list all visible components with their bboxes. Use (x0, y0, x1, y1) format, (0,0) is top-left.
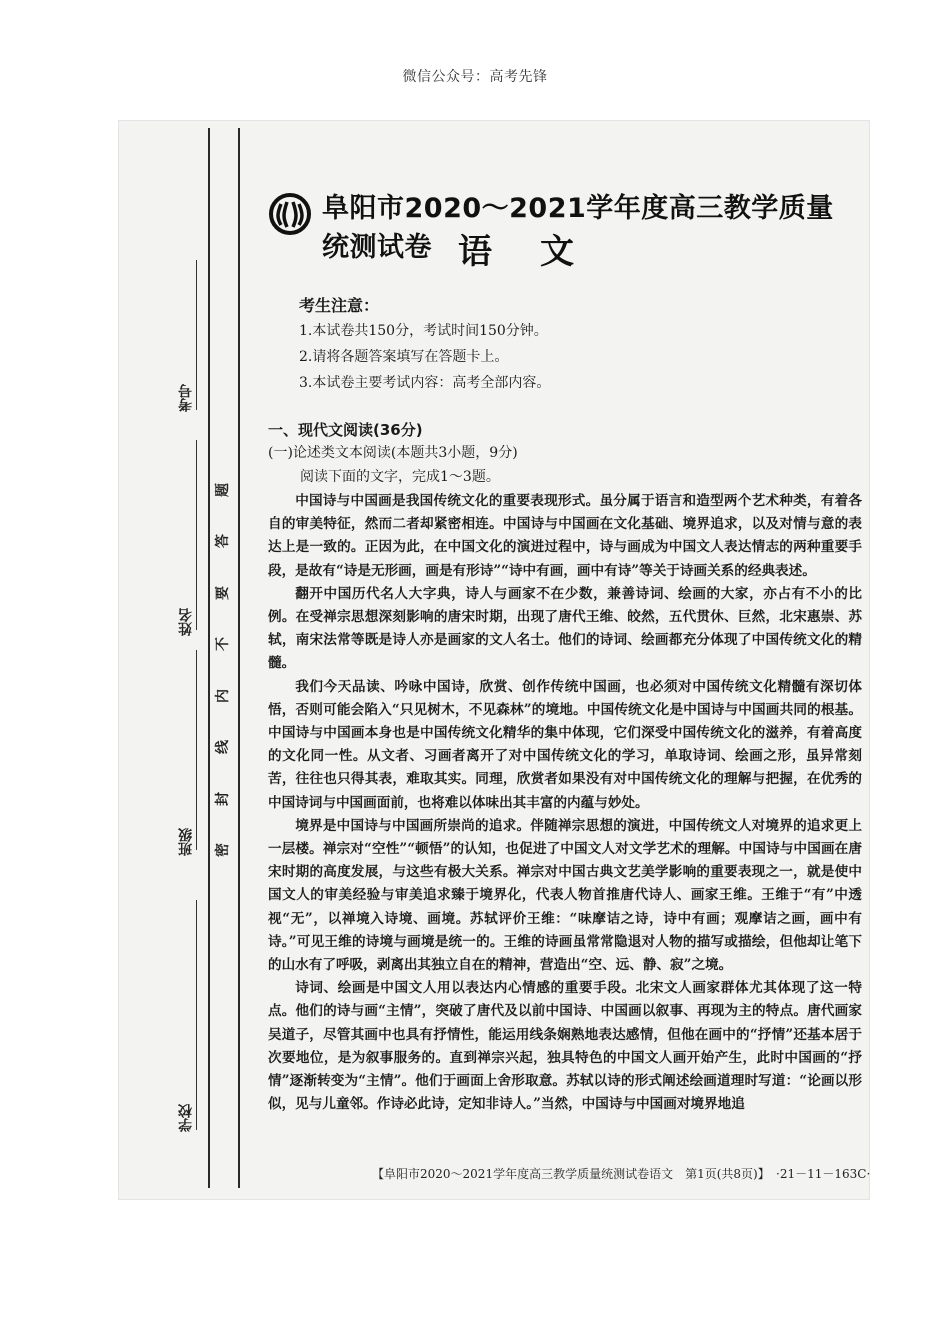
exam-title: 阜阳市2020～2021学年度高三教学质量统测试卷 (322, 193, 834, 263)
section-heading: 一、现代文阅读(36分) (268, 421, 423, 439)
notice-item: 3.本试卷主要考试内容：高考全部内容。 (299, 375, 551, 391)
seal-char: 内 (215, 688, 231, 703)
name-label: 姓名 (178, 608, 194, 636)
exam-number-line (196, 260, 197, 410)
class-label: 班级 (178, 828, 194, 856)
notice-list (299, 318, 550, 396)
paragraph: 境界是中国诗与中国画所崇尚的追求。伴随禅宗思想的演进，中国传统文人对境界的追求更上一层楼。禅宗对“空性”“顿悟”的认知，也促进了中国文人对文学艺术的理解。中国诗与中国画在唐宋时期的高度发展，与这些有极大关系。禅宗对中国古典文艺美学影响的重要表现之一，就是使中国文人的审美经验与审美追求臻于境界化，代表人物首推唐代诗人、画家王维。王维于“有”中透视“无”，以禅境入诗境、画境。苏轼评价王维：“味摩诘之诗，诗中有画；观摩诘之画，画中有诗。”可见王维的诗境与画境是统一的。王维的诗画虽常常隐退对人物的描写或描绘，但他却让笔下的山水有了呼吸，剥离出其独立自在的精神，营造出“空、远、静、寂”之境。 (268, 817, 862, 974)
school-label: 学校 (178, 1104, 194, 1132)
notice-item: 1.本试卷共150分，考试时间150分钟。 (299, 323, 548, 339)
seal-char: 要 (215, 585, 231, 600)
page-footer: 【阜阳市2020～2021学年度高三教学质量统测试卷语文 第1页(共8页)】 (372, 1167, 770, 1181)
paragraph: 翻开中国历代名人大字典，诗人与画家不在少数，兼善诗词、绘画的大家，亦占有不小的比例。在受禅宗思想深刻影响的唐宋时期，出现了唐代王维、皎然，五代贯休、巨然，北宋惠崇、苏轼，南宋法常等既是诗人亦是画家的文人名士。他们的诗词、绘画都充分体现了中国传统文化的精髓。 (268, 585, 862, 672)
seal-char: 线 (215, 740, 231, 755)
paragraph: 中国诗与中国画是我国传统文化的重要表现形式。虽分属于语言和造型两个艺术种类，有着各自的审美特征，然而二者却紧密相连。中国诗与中国画在文化基础、境界追求，以及对情与意的表达上是一致的。正因为此，在中国文化的演进过程中，诗与画成为中国文人表达情志的两种重要手段，是故有“诗是无形画，画是有形诗”“诗中有画，画中有诗”等关于诗画关系的经典表述。 (268, 493, 862, 579)
seal-char: 题 (215, 483, 231, 497)
school-line (196, 900, 197, 1130)
reading-instruction: 阅读下面的文字，完成1～3题。 (300, 469, 500, 485)
seal-char: 答 (215, 534, 231, 549)
seal-char: 密 (215, 842, 231, 857)
article-body (268, 490, 862, 1116)
name-line (196, 440, 197, 630)
paper-code: ·21－11－163C· (776, 1167, 871, 1181)
notice-heading: 考生注意： (299, 296, 380, 315)
subject-title: 语文 (458, 232, 622, 272)
exam-number-label: 考号 (178, 384, 194, 412)
paragraph: 诗词、绘画是中国文人用以表达内心情感的重要手段。北宋文人画家群体尤其体现了这一特点。他们的诗与画“主情”，突破了唐代及以前中国诗、中国画以叙事、再现为主的特点。唐代画家吴道子，尽管其画中也具有抒情性，能运用线条娴熟地表达感情，但他在画中的“抒情”还基本居于次要地位，是为叙事服务的。直到禅宗兴起，独具特色的中国文人画开始产生，此时中国画的“抒情”逐渐转变为“主情”。他们于画面上舍形取意。苏轼以诗的形式阐述绘画道理时写道：“论画以形似，见与儿童邻。作诗必此诗，定知非诗人。”当然，中国诗与中国画对境界地追 (268, 980, 862, 1113)
seal-line-notice (210, 480, 234, 860)
seal-char: 不 (215, 637, 231, 652)
watermark: 微信公众号：高考先锋 (402, 69, 548, 85)
binding-line-inner (238, 128, 240, 1188)
class-line (196, 650, 197, 850)
notice-item: 2.请将各题答案填写在答题卡上。 (299, 349, 509, 365)
seal-char: 封 (215, 791, 231, 806)
section-subheading: (一)论述类文本阅读(本题共3小题，9分) (268, 445, 518, 461)
publisher-logo-icon (268, 192, 312, 236)
paragraph: 我们今天品读、吟咏中国诗，欣赏、创作传统中国画，也必须对中国传统文化精髓有深切体悟，否则可能会陷入“只见树木，不见森林”的境地。中国传统文化是中国诗与中国画共同的根基。中国诗与中国画本身也是中国传统文化精华的集中体现，它们深受中国传统文化的滋养，有着高度的文化同一性。从文者、习画者离开了对中国传统文化的学习，单取诗词、绘画之形，虽异常刻苦，往往也只得其表，难取其实。同理，欣赏者如果没有对中国传统文化的理解与把握，在优秀的中国诗词与中国画面前，也将难以体味出其丰富的内蕴与妙处。 (268, 678, 862, 811)
